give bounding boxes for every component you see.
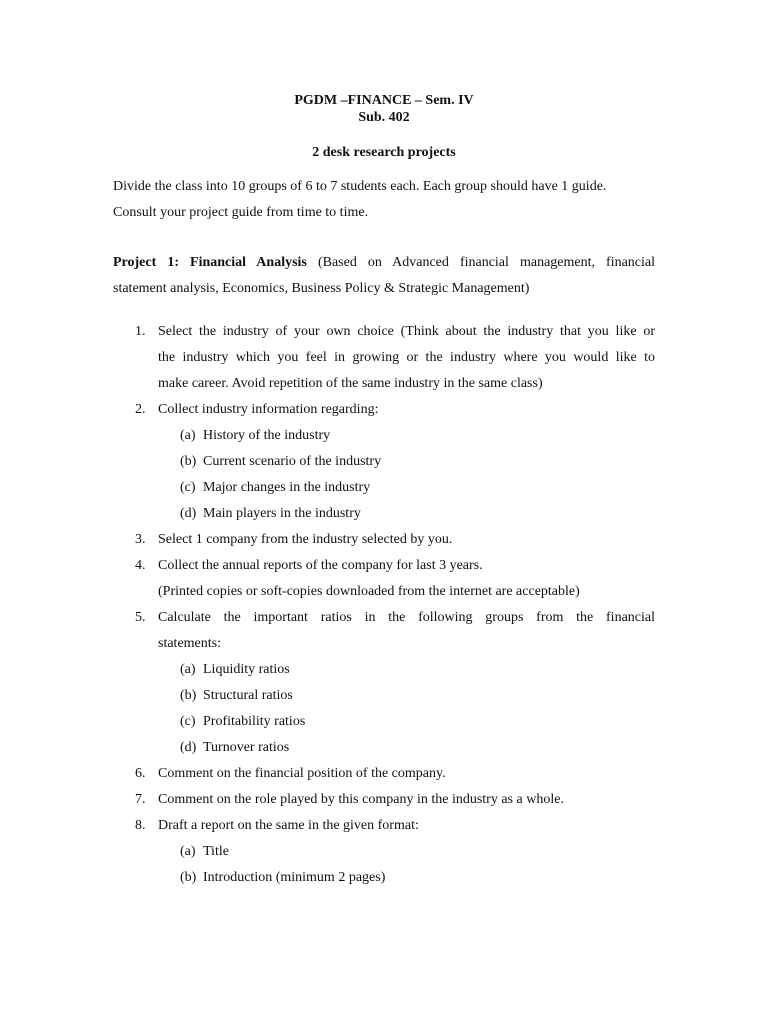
list-item-text	[158, 787, 655, 813]
sub-item-letter: (d)	[180, 740, 197, 755]
sub-item-letter: (c)	[180, 714, 196, 729]
list-item-number: 4.	[135, 558, 146, 573]
list-item-line: Collect industry information regarding:	[158, 402, 379, 417]
list-item-line: Collect the annual reports of the company for last 3 years.	[158, 558, 483, 573]
sub-item-letter: (a)	[180, 844, 196, 859]
list-item-line: (Printed copies or soft-copies downloaded from the internet are acceptable)	[158, 584, 580, 599]
project-1-paragraph	[113, 250, 655, 302]
course-title: PGDM –FINANCE – Sem. IV	[294, 93, 474, 108]
sub-item-text: Current scenario of the industry	[203, 454, 382, 469]
list-item-line: Select the industry of your own choice (Think about the industry that you like or	[158, 324, 655, 339]
list-item-text	[158, 605, 655, 657]
sub-item-text: Liquidity ratios	[203, 662, 290, 677]
list-item-line: the industry which you feel in growing or the industry where you would like to	[158, 350, 655, 365]
intro-line-2: Consult your project guide from time to time.	[113, 205, 369, 220]
list-item-number: 3.	[135, 532, 146, 547]
section-heading: 2 desk research projects	[312, 145, 456, 160]
sub-item-text: Major changes in the industry	[203, 480, 371, 495]
list-item-text	[158, 319, 655, 397]
list-item-number: 2.	[135, 402, 146, 417]
list-item-number: 7.	[135, 792, 146, 807]
list-item-number: 8.	[135, 818, 146, 833]
sub-item-text: Structural ratios	[203, 688, 293, 703]
list-item-text	[158, 527, 655, 553]
sub-item-letter: (d)	[180, 506, 197, 521]
list-item-text	[158, 813, 655, 839]
list-item-number: 6.	[135, 766, 146, 781]
project-1-desc-1: (Based on Advanced financial management, financial	[306, 255, 656, 270]
sub-item-text: Introduction (minimum 2 pages)	[203, 870, 386, 885]
list-item-number: 1.	[135, 324, 146, 339]
list-item-text	[158, 397, 655, 423]
list-item-line: Select 1 company from the industry selected by you.	[158, 532, 453, 547]
list-item-line: Calculate the important ratios in the following groups from the financial	[158, 610, 655, 625]
sub-item-letter: (a)	[180, 428, 196, 443]
sub-item-letter: (c)	[180, 480, 196, 495]
project-1-line-1	[113, 250, 655, 276]
list-item-line: statements:	[158, 636, 221, 651]
list-item-line: make career. Avoid repetition of the same industry in the same class)	[158, 376, 543, 391]
project-1-desc-2: statement analysis, Economics, Business Policy & Strategic Management)	[113, 281, 530, 296]
sub-item-letter: (b)	[180, 688, 197, 703]
intro-paragraph	[113, 174, 655, 226]
intro-line-1: Divide the class into 10 groups of 6 to 7 students each. Each group should have 1 guide.	[113, 179, 607, 194]
sub-item-letter: (a)	[180, 662, 196, 677]
list-item-line: Comment on the role played by this company in the industry as a whole.	[158, 792, 564, 807]
sub-item-text: Turnover ratios	[203, 740, 290, 755]
list-item-line: Comment on the financial position of the company.	[158, 766, 446, 781]
project-1-label: Project 1: Financial Analysis	[113, 255, 307, 270]
list-item-text	[158, 553, 655, 605]
sub-item-text: Title	[203, 844, 229, 859]
sub-item-text: History of the industry	[203, 428, 331, 443]
sub-item-text: Main players in the industry	[203, 506, 361, 521]
sub-item-text: Profitability ratios	[203, 714, 306, 729]
sub-item-letter: (b)	[180, 454, 197, 469]
list-item-number: 5.	[135, 610, 146, 625]
subject-code: Sub. 402	[358, 110, 410, 125]
list-item-text	[158, 761, 655, 787]
list-item-line: Draft a report on the same in the given format:	[158, 818, 419, 833]
sub-item-letter: (b)	[180, 870, 197, 885]
